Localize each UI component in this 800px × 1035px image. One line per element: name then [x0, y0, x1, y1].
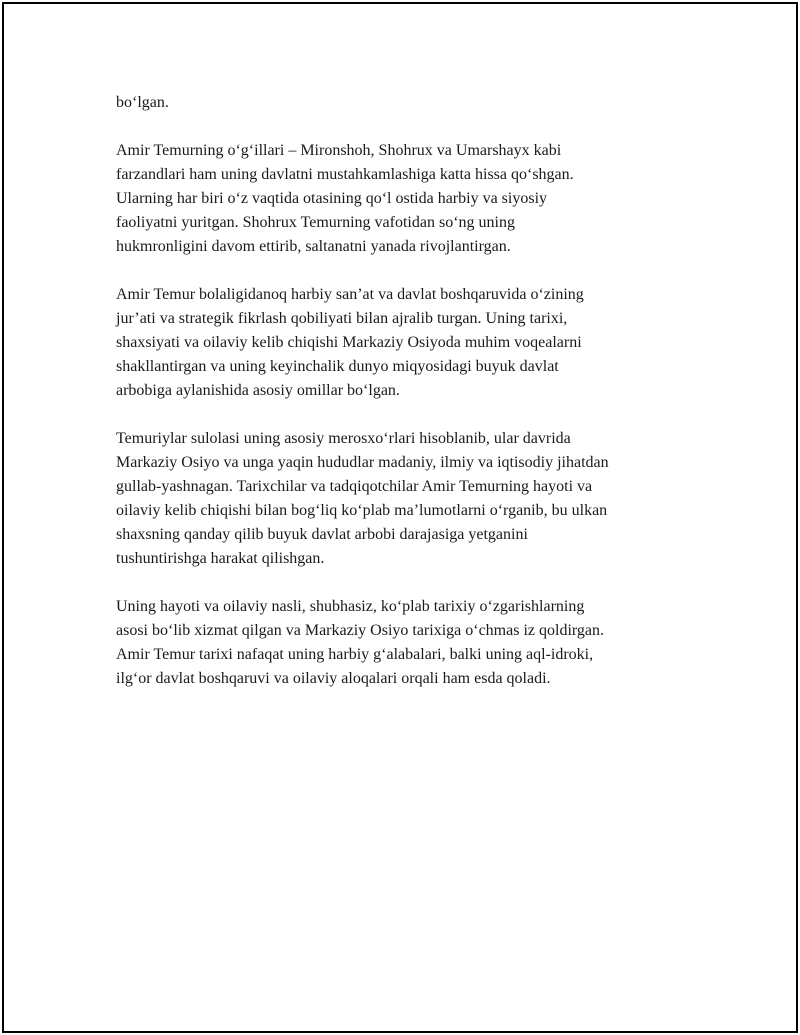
- text-line: Uning hayoti va oilaviy nasli, shubhasiz, ko‘plab tarixiy o‘zgarishlarning: [116, 598, 585, 615]
- text-line: bo‘lgan.: [116, 94, 169, 111]
- text-line: Ularning har biri o‘z vaqtida otasining qo‘l ostida harbiy va siyosiy: [116, 190, 548, 207]
- paragraph-1: [116, 91, 686, 115]
- text-line: Amir Temur bolaligidanoq harbiy san’at va davlat boshqaruvida o‘zining: [116, 286, 584, 303]
- text-line: gullab-yashnagan. Tarixchilar va tadqiqotchilar Amir Temurning hayoti va: [116, 478, 593, 495]
- text-line: tushuntirishga harakat qilishgan.: [116, 550, 325, 567]
- text-line: jur’ati va strategik fikrlash qobiliyati bilan ajralib turgan. Uning tarixi,: [116, 310, 568, 327]
- text-line: hukmronligini davom ettirib, saltanatni yanada rivojlantirgan.: [116, 238, 511, 255]
- text-line: shakllantirgan va uning keyinchalik dunyo miqyosidagi buyuk davlat: [116, 358, 559, 375]
- text-line: Amir Temurning o‘g‘illari – Mironshoh, Shohrux va Umarshayx kabi: [116, 142, 562, 159]
- text-line: faoliyatni yuritgan. Shohrux Temurning vafotidan so‘ng uning: [116, 214, 515, 231]
- text-line: farzandlari ham uning davlatni mustahkamlashiga katta hissa qo‘shgan.: [116, 166, 574, 183]
- text-line: shaxsning qanday qilib buyuk davlat arbobi darajasiga yetganini: [116, 526, 528, 543]
- paragraph-5: [116, 595, 686, 691]
- text-line: oilaviy kelib chiqishi bilan bog‘liq ko‘plab ma’lumotlarni o‘rganib, bu ulkan: [116, 502, 608, 519]
- text-line: ilg‘or davlat boshqaruvi va oilaviy aloqalari orqali ham esda qoladi.: [116, 670, 551, 687]
- paragraph-3: [116, 283, 686, 403]
- text-line: Markaziy Osiyo va unga yaqin hududlar madaniy, ilmiy va iqtisodiy jihatdan: [116, 454, 609, 471]
- text-line: Temuriylar sulolasi uning asosiy merosxo‘rlari hisoblanib, ular davrida: [116, 430, 571, 447]
- text-line: arbobiga aylanishida asosiy omillar bo‘lgan.: [116, 382, 400, 399]
- text-line: shaxsiyati va oilaviy kelib chiqishi Markaziy Osiyoda muhim voqealarni: [116, 334, 582, 351]
- text-line: Amir Temur tarixi nafaqat uning harbiy g‘alabalari, balki uning aql-idroki,: [116, 646, 594, 663]
- paragraph-4: [116, 427, 686, 571]
- paragraph-2: [116, 139, 686, 259]
- document-body: [116, 91, 686, 715]
- text-line: asosi bo‘lib xizmat qilgan va Markaziy Osiyo tarixiga o‘chmas iz qoldirgan.: [116, 622, 605, 639]
